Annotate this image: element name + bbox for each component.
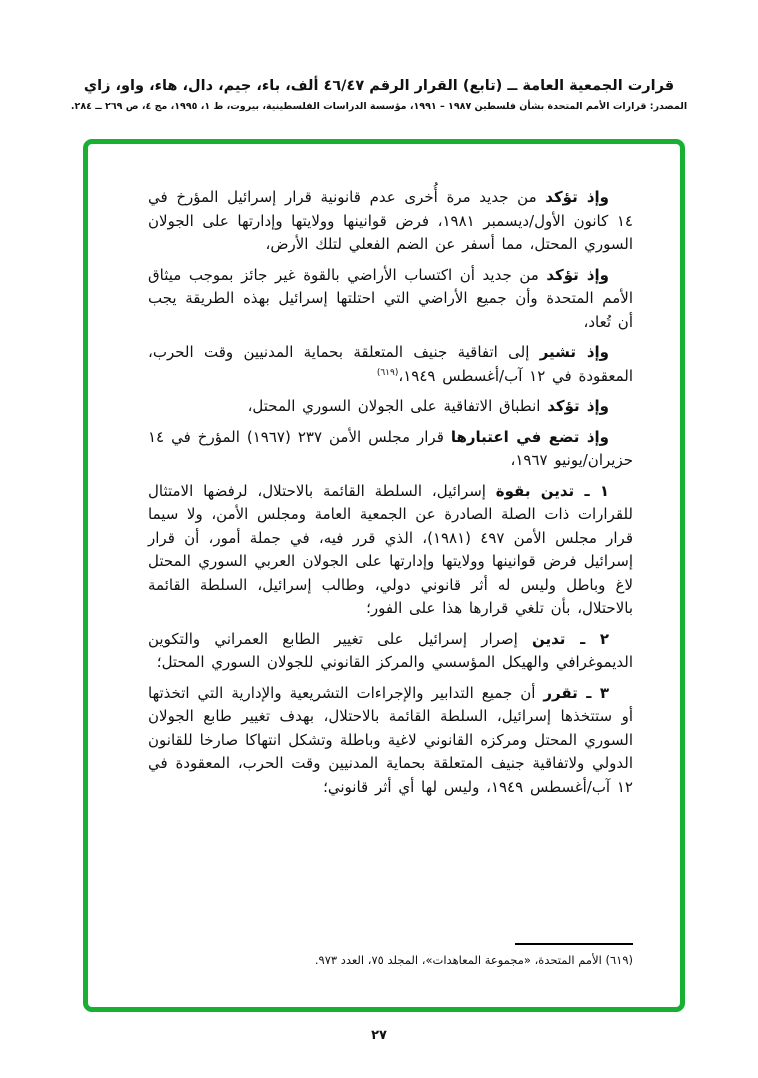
footnote-text: (٦١٩) الأمم المتحدة، «مجموعة المعاهدات»، المجلد ٧٥، العدد ٩٧٣. <box>314 953 633 967</box>
body-paragraph <box>148 426 633 473</box>
paragraph-lead: ٣ ـ تقرر <box>543 683 610 702</box>
resolution-body <box>148 186 633 806</box>
paragraph-text: من جديد أن اكتساب الأراضي بالقوة غير جائز بموجب ميثاق الأمم المتحدة وأن جميع الأراضي التي احتلتها إسرائيل بهذه الطريقة يجب أن تُعاد، <box>148 265 633 331</box>
paragraph-lead: وإذ تشير <box>539 343 609 361</box>
footnote-separator <box>515 943 633 945</box>
paragraph-text: أن جميع التدابير والإجراءات التشريعية والإدارية التي اتخذتها أو ستتخذها إسرائيل، السلطة القائمة بالاحتلال، بهدف تغيير طابع الجولان السوري المحتل ومركزه القانوني لاغية وباطلة وتشكل انتهاكا صارخا للقانون الدولي ولاتفاقية جنيف المتعلقة بحماية المدنيين وقت الحرب، المعقودة في ١٢ آب/أغسطس ١٩٤٩، وليس لها أي أثر قانوني؛ <box>148 683 633 796</box>
paragraph-text: انطباق الاتفاقية على الجولان السوري المحتل، <box>247 397 548 415</box>
paragraph-text: من جديد مرة أُخرى عدم قانونية قرار إسرائيل المؤرخ في ١٤ كانون الأول/ديسمبر ١٩٨١، فرض قوانينها وولايتها وإدارتها على الجولان السوري المحتل، مما أسفر عن الضم الفعلي لتلك الأرض، <box>148 188 633 253</box>
body-paragraph <box>148 682 633 800</box>
source-citation: المصدر: قرارات الأمم المتحدة بشأن فلسطين ١٩٨٧ – ١٩٩١، مؤسسة الدراسات الفلسطينية، بيروت، ط ١، ١٩٩٥، مج ٤، ص ٢٦٩ ــ ٢٨٤. <box>70 101 688 112</box>
body-paragraph <box>148 264 633 335</box>
resolution-text-box <box>83 139 685 1012</box>
body-paragraph <box>148 341 633 388</box>
paragraph-lead: وإذ تؤكد <box>545 188 609 206</box>
page-number: ٢٧ <box>371 1028 387 1043</box>
paragraph-text: إصرار إسرائيل على تغيير الطابع العمراني والتكوين الديموغرافي والهيكل المؤسسي والمركز القانوني للجولان السوري المحتل؛ <box>148 629 633 671</box>
footnote-ref-marker: (٦١٩) <box>376 367 399 378</box>
body-paragraph <box>148 628 633 675</box>
paragraph-lead: ٢ ـ تدين <box>532 629 609 648</box>
paragraph-text: إسرائيل، السلطة القائمة بالاحتلال، لرفضها الامتثال للقرارات ذات الصلة الصادرة عن الجمعية العامة ومجلس الأمن، ولا سيما قرار مجلس الأمن ٤٩٧ (١٩٨١)، الذي قرر فيه، في جملة أمور، أن قرار إسرائيل فرض قوانينها وولايتها وإدارتها على الجولان العربي السوري المحتل لاغ وباطل وليس له أثر قانوني دولي، وطالب إسرائيل، السلطة القائمة بالاحتلال، بأن تلغي قرارها هذا على الفور؛ <box>148 481 633 617</box>
paragraph-lead: وإذ تؤكد <box>546 265 610 284</box>
body-paragraph <box>148 395 633 419</box>
footnote-block <box>148 943 633 969</box>
page-title: قرارت الجمعية العامة ــ (تابع) القرار الرقم ٤٦/٤٧ ألف، باء، جيم، دال، هاء، واو، زاي <box>83 78 675 94</box>
body-paragraph <box>148 186 633 257</box>
paragraph-text: إلى اتفاقية جنيف المتعلقة بحماية المدنيين وقت الحرب، المعقودة في ١٢ آب/أغسطس ١٩٤٩، <box>148 343 633 385</box>
paragraph-lead: وإذ تؤكد <box>547 397 609 415</box>
paragraph-lead: وإذ تضع في اعتبارها <box>450 427 609 446</box>
paragraph-lead: ١ ـ تدين بقوة <box>495 481 609 500</box>
body-paragraph <box>148 480 633 621</box>
paragraph-text: قرار مجلس الأمن ٢٣٧ (١٩٦٧) المؤرخ في ١٤ حزيران/يونيو ١٩٦٧، <box>148 427 633 469</box>
